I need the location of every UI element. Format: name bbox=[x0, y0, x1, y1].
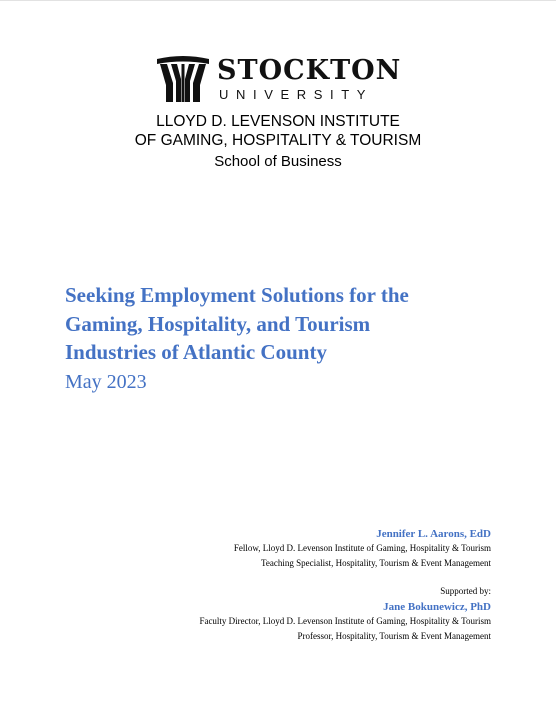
school-name: School of Business bbox=[214, 153, 342, 170]
primary-author-role: Fellow, Lloyd D. Levenson Institute of Gaming, Hospitality & Tourism bbox=[233, 543, 491, 553]
report-date: May 2023 bbox=[65, 371, 147, 393]
stockton-tree-icon bbox=[155, 55, 211, 103]
primary-author-name: Jennifer L. Aarons, EdD bbox=[376, 528, 491, 540]
report-title-line: Seeking Employment Solutions for the bbox=[65, 283, 409, 307]
institute-name-line1: LLOYD D. LEVENSON INSTITUTE bbox=[156, 113, 400, 130]
logo-wordmark: STOCKTON bbox=[217, 55, 402, 86]
secondary-author-role: Faculty Director, Lloyd D. Levenson Institute of Gaming, Hospitality & Tourism bbox=[199, 616, 491, 626]
supported-by-label: Supported by: bbox=[440, 586, 491, 596]
logo-subtitle: UNIVERSITY bbox=[219, 87, 374, 102]
report-title-line: Gaming, Hospitality, and Tourism bbox=[65, 311, 371, 336]
report-title-line: Industries of Atlantic County bbox=[65, 340, 327, 364]
stockton-logo bbox=[155, 55, 402, 105]
secondary-author-name: Jane Bokunewicz, PhD bbox=[383, 601, 491, 613]
secondary-author-role: Professor, Hospitality, Tourism & Event Management bbox=[297, 631, 491, 641]
institute-name-line2: OF GAMING, HOSPITALITY & TOURISM bbox=[134, 132, 422, 149]
primary-author-role: Teaching Specialist, Hospitality, Tourism & Event Management bbox=[261, 558, 491, 568]
report-title bbox=[65, 281, 505, 367]
